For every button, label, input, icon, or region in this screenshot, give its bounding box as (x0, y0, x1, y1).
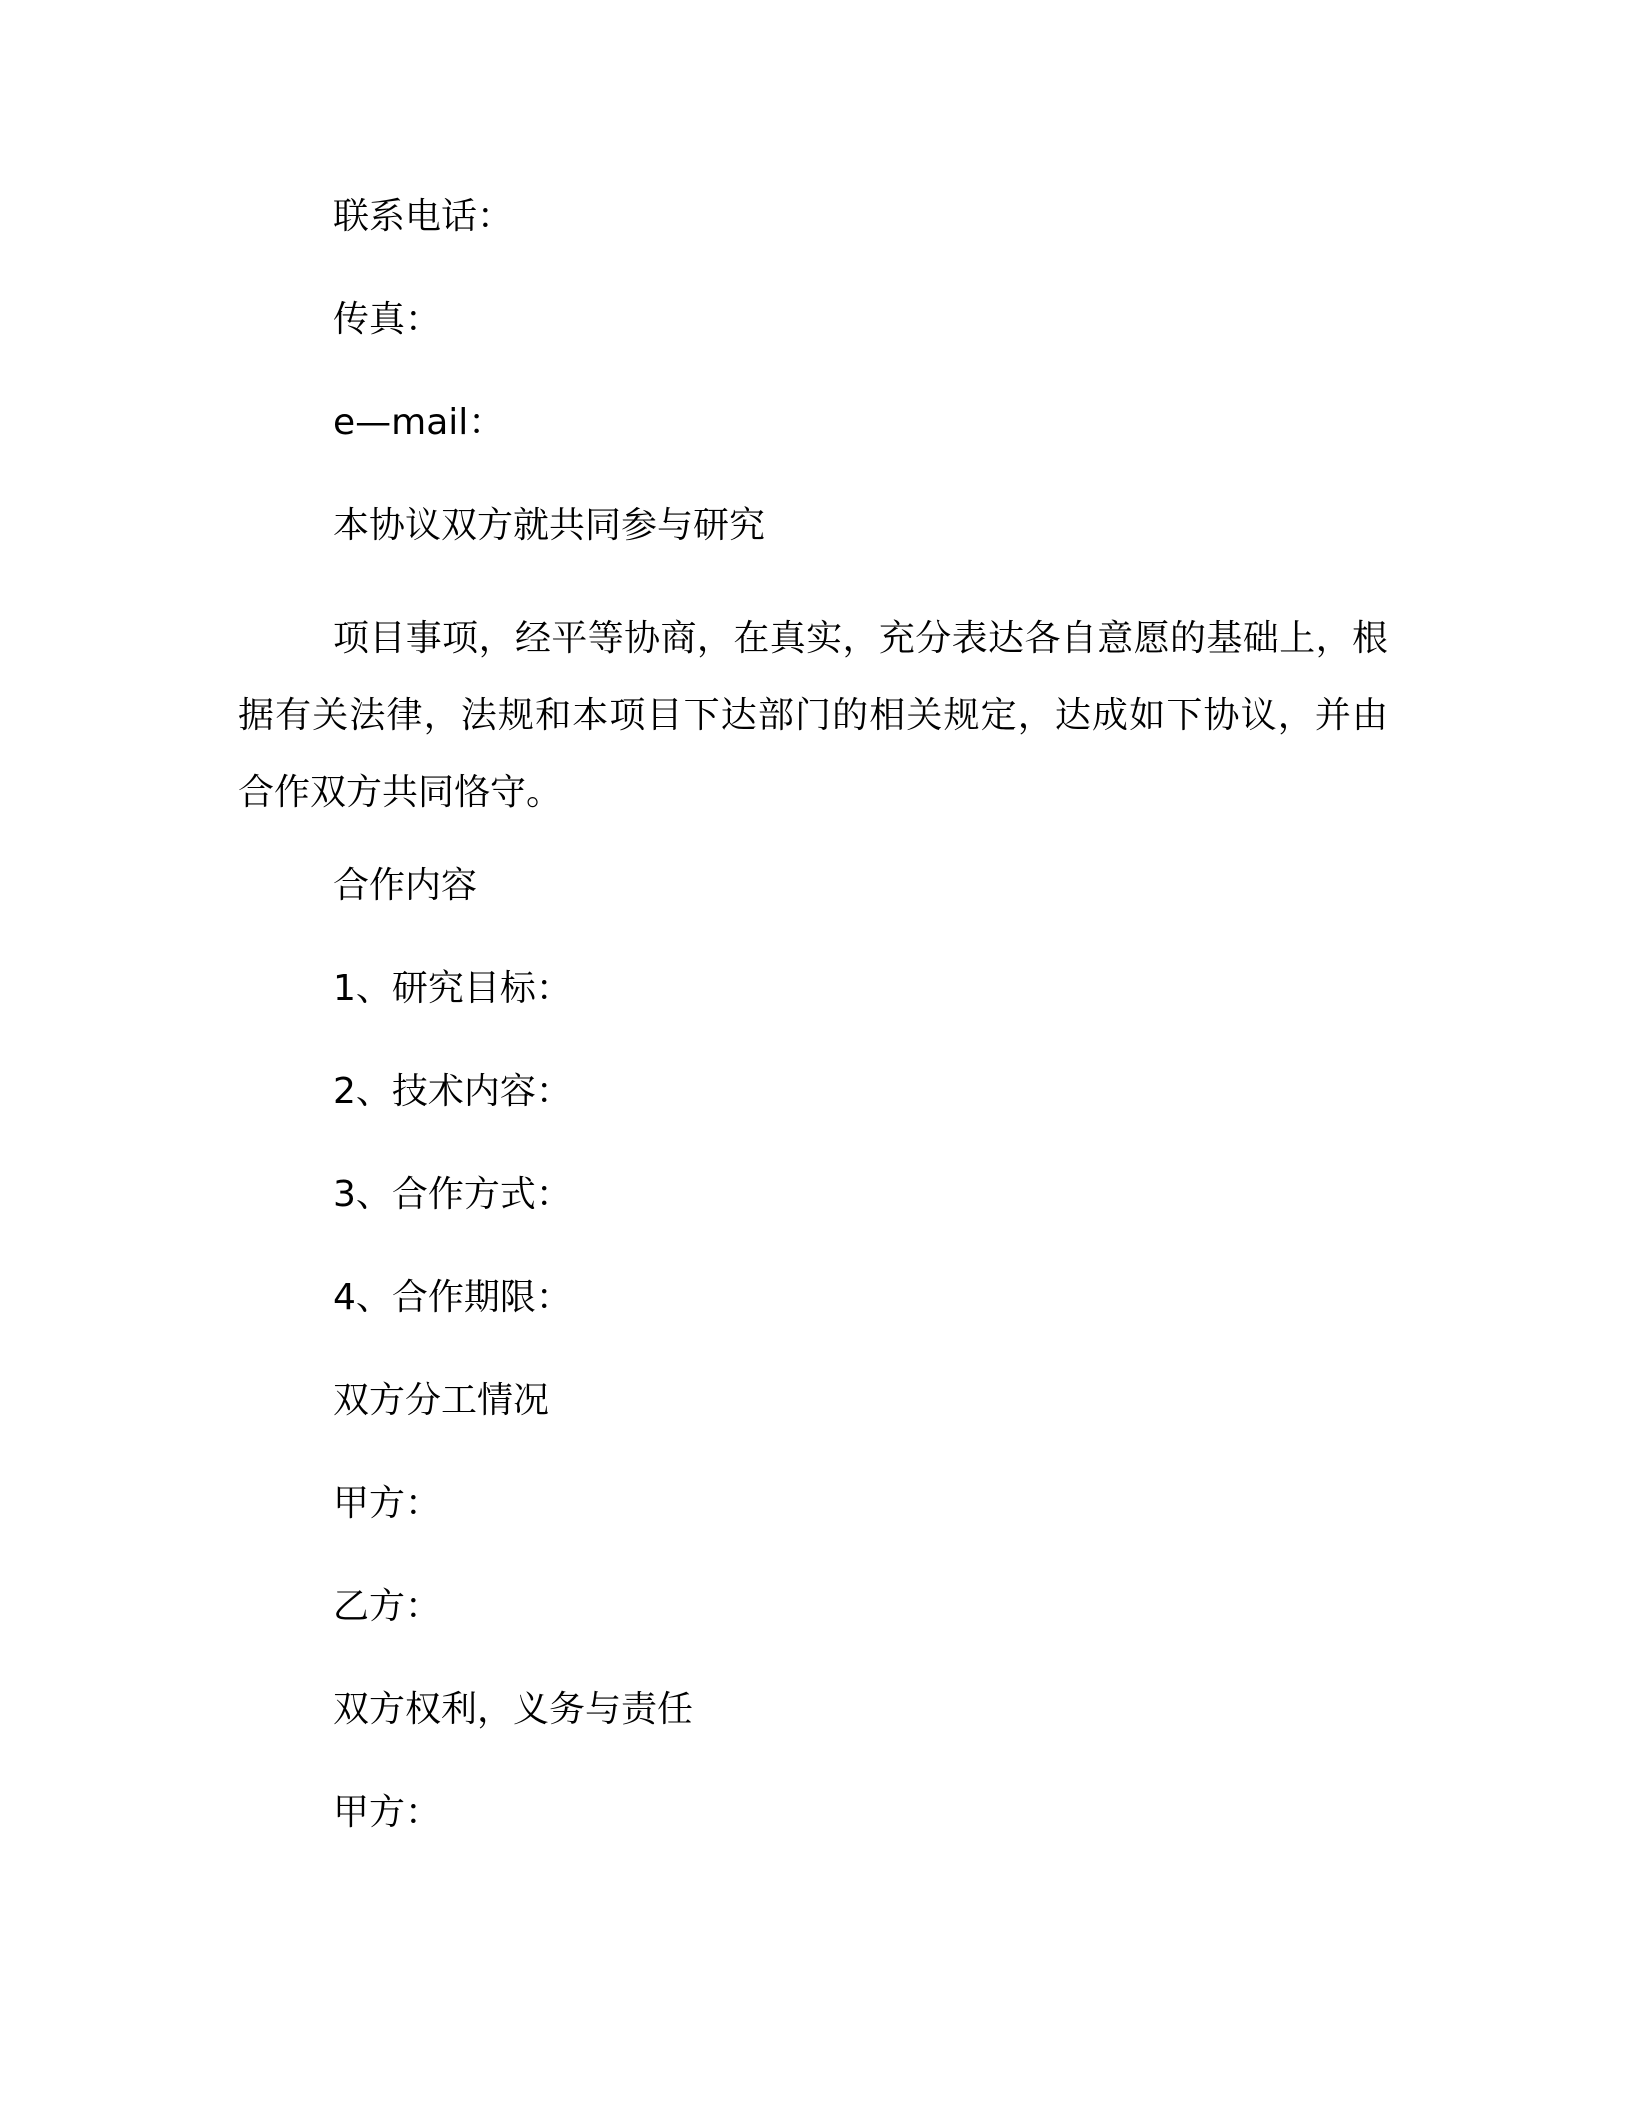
division-of-work-heading: 双方分工情况 (333, 1380, 550, 1421)
research-goal-item: 1、研究目标： (333, 968, 572, 1009)
contact-phone-label: 联系电话： (333, 196, 514, 237)
cooperation-content-heading: 合作内容 (333, 865, 478, 906)
technical-content-item: 2、技术内容： (333, 1071, 572, 1112)
rights-obligations-heading: 双方权利，义务与责任 (333, 1689, 694, 1730)
fax-label: 传真： (333, 299, 442, 340)
cooperation-period-item: 4、合作期限： (333, 1277, 572, 1318)
party-a-rights-label: 甲方： (333, 1792, 442, 1833)
agreement-intro-line: 本协议双方就共同参与研究 (333, 505, 766, 546)
agreement-paragraph: 项目事项，经平等协商，在真实，充分表达各自意愿的基础上，根据有关法律，法规和本项目下达部门的相关规定，达成如下协议，并由合作双方共同恪守。 (238, 618, 1388, 813)
party-b-label: 乙方： (333, 1586, 442, 1627)
party-a-label: 甲方： (333, 1483, 442, 1524)
email-label: e—mail： (333, 402, 505, 443)
cooperation-method-item: 3、合作方式： (333, 1174, 572, 1215)
